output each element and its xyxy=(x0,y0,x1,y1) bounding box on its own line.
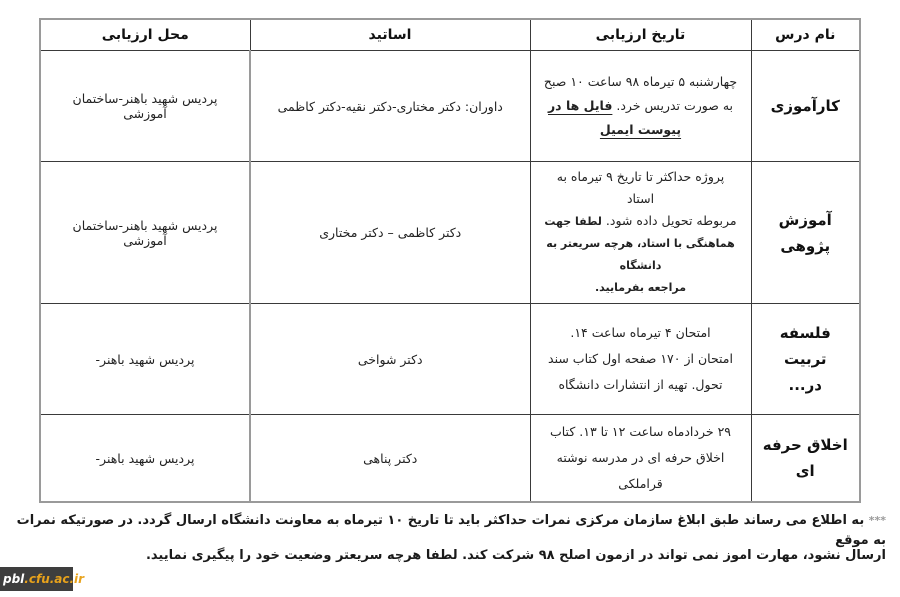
professors: دکتر کاظمی – دکتر مختاری xyxy=(250,162,530,304)
header-date: تاریخ ارزیابی xyxy=(530,19,751,51)
date-line: امتحان ۴ تیرماه ساعت ۱۴. xyxy=(570,325,711,340)
date-line: پروژه حداکثر تا تاریخ ۹ تیرماه به استاد xyxy=(556,169,725,206)
header-course: نام درس xyxy=(751,19,860,51)
date-line: به صورت تدریس خرد. xyxy=(616,98,734,113)
professors: دکتر پناهی xyxy=(250,415,530,503)
date-line: تحول. تهیه از انتشارات دانشگاه xyxy=(558,377,723,392)
course-name-text: در... xyxy=(788,376,822,394)
evaluation-date xyxy=(530,415,751,503)
course-name-text: اخلاق حرفه ای xyxy=(762,436,848,480)
site-watermark xyxy=(0,567,85,591)
date-line: چهارشنبه ۵ تیرماه ۹۸ ساعت ۱۰ صبح xyxy=(543,74,738,89)
date-line: قراملکی xyxy=(618,476,663,491)
table-row xyxy=(40,51,860,162)
table-row xyxy=(40,162,860,304)
course-name xyxy=(751,415,860,503)
location: پردیس شهید باهنر- xyxy=(40,415,250,503)
stars-marker: *** xyxy=(868,514,886,527)
notice-text: به اطلاع می رساند طبق ابلاغ سازمان مرکزی نمرات حداکثر باید تا تاریخ ۱۰ تیرماه به معاونت دانشگاه ارسال گردد. در صورتیکه نمرات به موقع xyxy=(16,513,886,548)
date-note: مراجعه بفرمایید. xyxy=(594,281,687,294)
course-name-text: آموزش پژوهی xyxy=(778,210,832,255)
evaluation-date xyxy=(530,304,751,415)
header-professors: اساتید xyxy=(250,19,530,51)
date-line: اخلاق حرفه ای در مدرسه نوشته xyxy=(556,450,725,465)
course-name-text: فلسفه تربیت xyxy=(779,324,831,368)
professors: داوران: دکتر مختاری-دکتر نقیه-دکتر کاظمی xyxy=(250,51,530,162)
evaluation-date xyxy=(530,51,751,162)
course-name-text: کارآموزی xyxy=(770,97,840,115)
notice-line-1 xyxy=(16,511,886,551)
location: پردیس شهید باهنر- xyxy=(40,304,250,415)
header-location: محل ارزیابی xyxy=(40,19,250,51)
course-name xyxy=(751,162,860,304)
notice-line-2 xyxy=(16,546,886,566)
notice-text: ارسال نشود، مهارت اموز نمی تواند در ازمون اصلح ۹۸ شرکت کند. لطفا هرچه سریعتر وضعیت خود را پیگیری نمایید. xyxy=(145,548,886,563)
date-line: ۲۹ خردادماه ساعت ۱۲ تا ۱۳. کتاب xyxy=(549,424,731,439)
date-note: لطفا جهت xyxy=(544,215,602,228)
attachment-link[interactable]: پیوست ایمیل xyxy=(599,122,682,137)
date-line: مربوطه تحویل داده شود. xyxy=(605,213,737,228)
location: پردیس شهید باهنر-ساختمان آموزشی xyxy=(40,51,250,162)
date-line: امتحان از ۱۷۰ صفحه اول کتاب سند xyxy=(548,351,733,366)
attachment-link[interactable]: فایل ها در xyxy=(547,98,613,113)
table-header-row xyxy=(40,19,860,51)
evaluation-schedule-table xyxy=(39,18,861,503)
watermark-part-2: .cfu.ac.ir xyxy=(24,572,85,586)
evaluation-date xyxy=(530,162,751,304)
course-name xyxy=(751,304,860,415)
watermark-part-1: pbl xyxy=(3,572,25,586)
date-note: هماهنگی با استاد، هرچه سریعتر به دانشگاه xyxy=(546,237,735,272)
course-name xyxy=(751,51,860,162)
professors: دکتر شواخی xyxy=(250,304,530,415)
table-row xyxy=(40,304,860,415)
location: پردیس شهید باهنر-ساختمان آموزشی xyxy=(40,162,250,304)
table-row xyxy=(40,415,860,503)
